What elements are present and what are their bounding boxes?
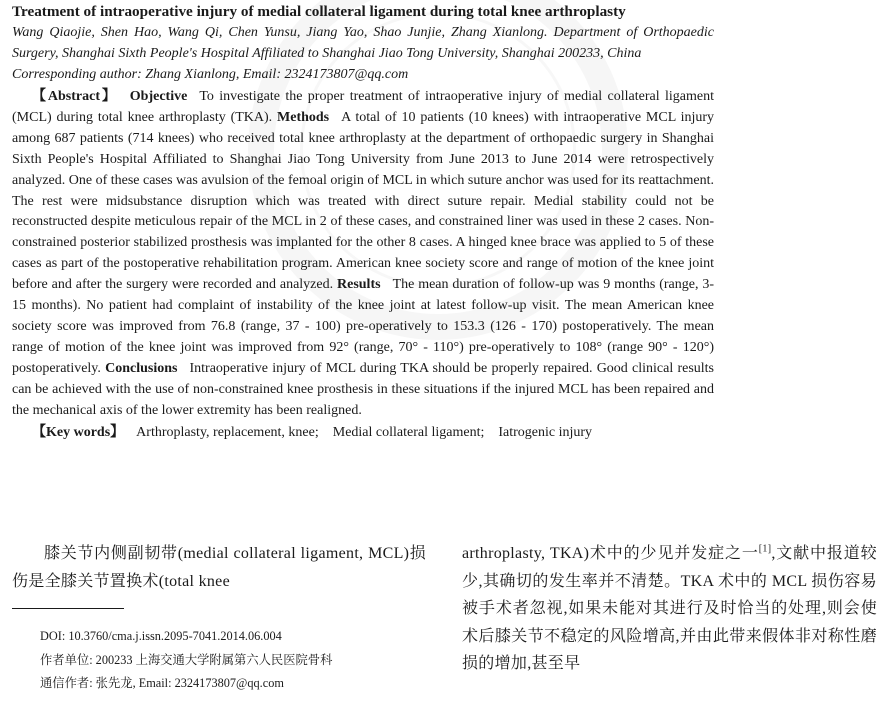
conclusions-text: Intraoperative injury of MCL during TKA should be properly repaired. Good clinical results can be achieved with the use of non-constrained knee prosthesis in these situations if the injured MCL has been repaired and the mechanical axis of the lower extremity has been realigned.	[12, 360, 714, 418]
body-paragraph-right	[462, 540, 877, 678]
methods-text: A total of 10 patients (10 knees) with intraoperative MCL injury among 687 patients (714 knees) who received total knee arthroplasty at the department of orthopaedic surgery in Shanghai Sixth People's Hospital Affiliated to Shanghai Jiao Tong University from June 2013 to June 2014 were retrospectively analyzed. One of these cases was avulsion of the femoal origin of MCL in which suture anchor was used for its reattachment. The rest were midsubstance disruption which was treated with direct suture repair. Medial stability could not be reconstructed despite meticulous repair of the MCL in 2 of these cases, and constrained liner was used in these 2 cases. Non-constrained posterior stabilized prosthesis was implanted for the other 8 cases. A hinged knee brace was applied to 5 of these cases as part of the postoperative rehabilitation program. American knee society score and range of motion of the knee joint before and after the surgery were recorded and analyzed.	[12, 109, 715, 293]
contact-footnote: 通信作者: 张先龙, Email: 2324173807@qq.com	[40, 676, 284, 690]
paper-title: Treatment of intraoperative injury of medial collateral ligament during total knee arthroplasty	[12, 3, 626, 20]
corresponding-author: Corresponding author: Zhang Xianlong, Email: 2324173807@qq.com	[12, 67, 409, 82]
english-abstract-block	[12, 2, 714, 443]
citation-ref[interactable]: [1]	[758, 543, 772, 555]
body-text-part-1: arthroplasty, TKA)术中的少见并发症之一	[462, 545, 759, 562]
body-column-left	[12, 540, 426, 696]
footnote-divider	[12, 608, 124, 609]
keywords-line	[12, 422, 714, 443]
objective-text: To investigate the proper treatment of intraoperative injury of medial collateral ligament (MCL) during total knee arthroplasty (TKA).	[12, 89, 714, 125]
author-affiliation: Wang Qiaojie, Shen Hao, Wang Qi, Chen Yunsu, Jiang Yao, Shao Junjie, Zhang Xianlong. Department of Orthopaedic Surgery, Shanghai Sixth People's Hospital Affiliated to Shanghai Jiao Tong University, Shanghai 200233, China	[12, 25, 714, 61]
keyword-item: Medial collateral ligament;	[332, 424, 485, 440]
body-paragraph-left: 膝关节内侧副韧带(medial collateral ligament, MCL)损伤是全膝关节置换术(total knee	[12, 545, 426, 590]
abstract-label: 【Abstract】	[32, 89, 118, 104]
keywords-label: 【Key words】	[32, 424, 125, 440]
body-column-right	[462, 540, 877, 678]
conclusions-label: Conclusions	[105, 360, 178, 376]
abstract-paragraph	[12, 87, 714, 422]
keyword-item: Arthroplasty, replacement, knee;	[136, 424, 319, 440]
results-label: Results	[337, 277, 381, 293]
results-text: The mean duration of follow-up was 9 months (range, 3-15 months). No patient had complaint of instability of the knee joint at latest follow-up visit. The mean American knee society score was improved from 76.8 (range, 37 - 100) pre-operatively to 153.3 (126 - 170) postoperatively. The mean range of motion of the knee joint was improved from 92° (range, 70° - 110°) pre-operatively to 108° (range 90° - 120°) postoperatively.	[12, 277, 715, 376]
objective-label: Objective	[129, 89, 188, 104]
body-text-part-2: ,文献中报道较少,其确切的发生率并不清楚。TKA 术中的 MCL 损伤容易被手术者忽视,如果未能对其进行及时恰当的处理,则会使术后膝关节不稳定的风险增高,并由此带来假体非对称性磨损的增加,甚至早	[462, 545, 877, 672]
keyword-item: Iatrogenic injury	[498, 424, 593, 440]
doi-footnote: DOI: 10.3760/cma.j.issn.2095-7041.2014.06.004	[40, 629, 282, 643]
author-unit-footnote: 作者单位: 200233 上海交通大学附属第六人民医院骨科	[40, 652, 333, 667]
methods-label: Methods	[277, 109, 330, 125]
